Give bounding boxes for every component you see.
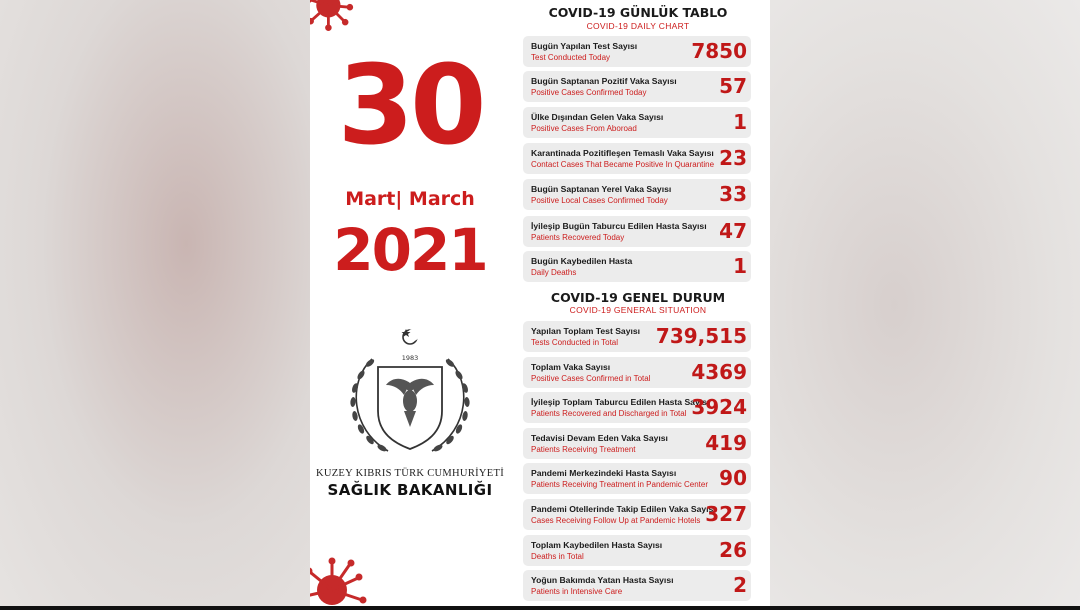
- stat-row: [523, 428, 751, 459]
- emblem-year: 1983: [401, 354, 419, 362]
- stat-label-en: Contact Cases That Became Positive In Quarantine: [531, 160, 715, 169]
- stat-label-en: Patients in Intensive Care: [531, 587, 623, 596]
- blurred-background-left: [0, 0, 310, 610]
- stat-label-en: Patients Receiving Treatment: [531, 445, 636, 454]
- stat-value: 327: [705, 502, 747, 526]
- report-day: 30: [337, 41, 483, 169]
- stat-label-tr: Ülke Dışından Gelen Vaka Sayısı: [531, 112, 664, 122]
- report-month: Mart| March: [345, 188, 475, 210]
- virus-icon-bottom: [310, 556, 370, 606]
- stat-row: [523, 392, 751, 423]
- blurred-background-right: [770, 0, 1080, 610]
- stat-label-en: Patients Recovered Today: [531, 233, 625, 242]
- stat-value: 90: [719, 466, 747, 490]
- stat-label-tr: İyileşip Toplam Taburcu Edilen Hasta Sayısı: [531, 397, 710, 407]
- stat-row: [523, 216, 751, 247]
- stat-label-tr: Yapılan Toplam Test Sayısı: [531, 326, 641, 336]
- stat-label-tr: Bugün Saptanan Pozitif Vaka Sayısı: [531, 76, 677, 86]
- stat-value: 23: [719, 146, 747, 170]
- stat-value: 419: [705, 431, 747, 455]
- stat-label-en: Cases Receiving Follow Up at Pandemic Hotels: [531, 516, 701, 525]
- stat-label-en: Daily Deaths: [531, 268, 577, 277]
- stat-row: [523, 36, 751, 67]
- ministry-emblem-icon: [342, 325, 478, 465]
- stat-label-tr: Toplam Kaybedilen Hasta Sayısı: [531, 540, 663, 550]
- stat-row: [523, 499, 751, 530]
- stat-row: [523, 179, 751, 210]
- stat-value: 1: [733, 110, 747, 134]
- stat-row: [523, 321, 751, 352]
- ministry-country-text: KUZEY KIBRIS TÜRK CUMHURİYETİ: [315, 468, 505, 479]
- general-situation-title: COVID-19 GENEL DURUM: [550, 290, 726, 305]
- stat-label-en: Tests Conducted in Total: [531, 338, 619, 347]
- stat-value: 57: [719, 74, 747, 98]
- stat-label-tr: Toplam Vaka Sayısı: [531, 362, 611, 372]
- stat-label-en: Positive Local Cases Confirmed Today: [531, 196, 668, 205]
- stat-label-tr: Bugün Yapılan Test Sayısı: [531, 41, 638, 51]
- stat-value: 3924: [691, 395, 747, 419]
- stat-value: 26: [719, 538, 747, 562]
- stat-row: [523, 357, 751, 388]
- stat-value: 4369: [691, 360, 747, 384]
- stat-label-tr: Pandemi Merkezindeki Hasta Sayısı: [531, 468, 677, 478]
- daily-chart-subtitle: COVID-19 DAILY CHART: [586, 21, 690, 31]
- stat-row: [523, 143, 751, 174]
- stat-label-en: Test Conducted Today: [531, 53, 611, 62]
- stat-value: 47: [719, 219, 747, 243]
- ministry-name: SAĞLIK BAKANLIĞI: [327, 481, 493, 499]
- stat-label-tr: Bugün Kaybedilen Hasta: [531, 256, 633, 266]
- stat-row: [523, 251, 751, 282]
- stat-label-en: Positive Cases Confirmed Today: [531, 88, 647, 97]
- stat-label-tr: Bugün Saptanan Yerel Vaka Sayısı: [531, 184, 672, 194]
- stat-label-en: Patients Receiving Treatment in Pandemic Center: [531, 480, 708, 489]
- stat-row: [523, 570, 751, 601]
- stat-row: [523, 463, 751, 494]
- stat-label-tr: İyileşip Bugün Taburcu Edilen Hasta Sayısı: [531, 221, 707, 231]
- stat-label-en: Patients Recovered and Discharged in Total: [531, 409, 687, 418]
- stat-label-en: Positive Cases Confirmed in Total: [531, 374, 651, 383]
- stat-label-en: Deaths in Total: [531, 552, 584, 561]
- stat-label-tr: Karantinada Pozitifleşen Temaslı Vaka Sayısı: [531, 148, 714, 158]
- stat-value: 33: [719, 182, 747, 206]
- stat-value: 1: [733, 254, 747, 278]
- stat-label-tr: Pandemi Otellerinde Takip Edilen Vaka Sayısı: [531, 504, 716, 514]
- stat-value: 7850: [691, 39, 747, 63]
- covid-report-poster: [310, 0, 770, 606]
- stat-label-tr: Yoğun Bakımda Yatan Hasta Sayısı: [531, 575, 674, 585]
- bottom-edge-bar: [0, 606, 1080, 610]
- daily-chart-title: COVID-19 GÜNLÜK TABLO: [548, 5, 728, 20]
- virus-icon-top: [310, 0, 362, 34]
- stat-label-en: Positive Cases From Aboroad: [531, 124, 637, 133]
- stat-value: 2: [733, 573, 747, 597]
- stat-row: [523, 71, 751, 102]
- stat-row: [523, 535, 751, 566]
- report-year: 2021: [333, 216, 487, 284]
- stat-value: 739,515: [655, 324, 747, 348]
- stat-label-tr: Tedavisi Devam Eden Vaka Sayısı: [531, 433, 668, 443]
- general-situation-subtitle: COVID-19 GENERAL SITUATION: [569, 305, 707, 315]
- stat-row: [523, 107, 751, 138]
